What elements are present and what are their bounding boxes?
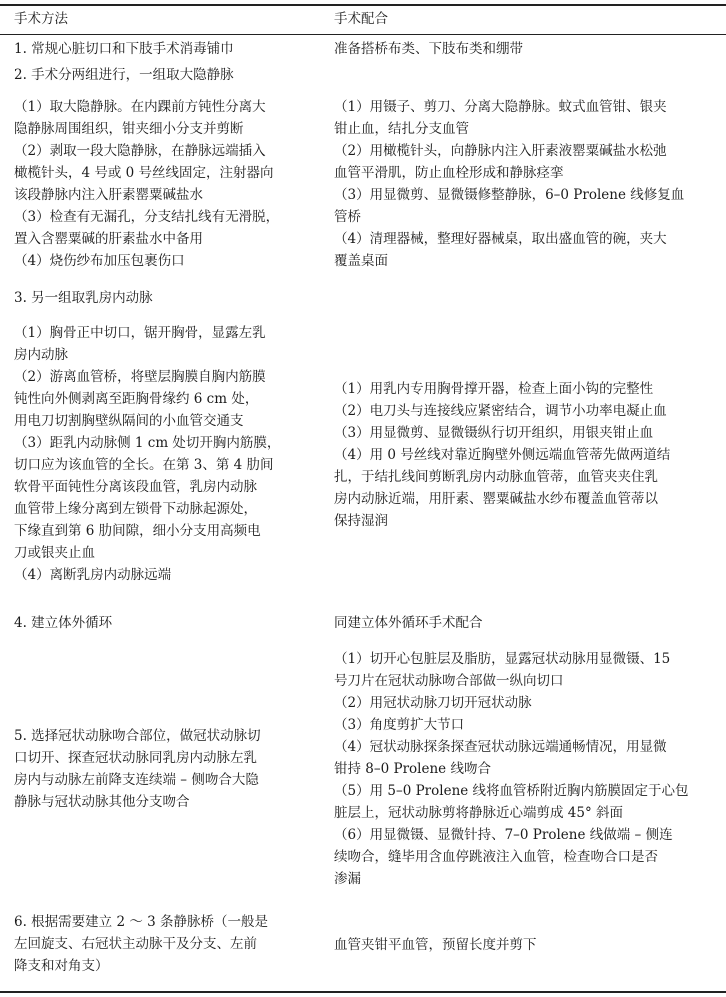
coop-line: （4）清理器械，整理好器械桌，取出盛血管的碗，夹大 <box>334 231 667 247</box>
method-line: 房内与动脉左前降支连续端 – 侧吻合大隐 <box>14 772 259 788</box>
method-line: （4）烧伤纱布加压包裹伤口 <box>14 253 185 269</box>
coop-line: （2）用橄榄针头，向静脉内注入肝素液罂粟碱盐水松弛 <box>334 143 667 159</box>
coop-step-3-details <box>334 378 706 532</box>
method-line: 置入含罂粟碱的肝素盐水中备用 <box>14 231 203 247</box>
method-line: 隐静脉周围组织，钳夹细小分支并剪断 <box>14 121 244 137</box>
method-line: （2）游离血管桥，将壁层胸膜自胸内筋膜 <box>14 369 266 385</box>
header-cooperation: 手术配合 <box>334 11 388 27</box>
coop-line: 准备搭桥布类、下肢布类和绷带 <box>334 41 523 57</box>
method-line: 降支和对角支） <box>14 958 109 974</box>
coop-step-5 <box>334 648 706 890</box>
coop-line: 钳止血，结扎分支血管 <box>334 121 469 137</box>
method-line: 2. 手术分两组进行，一组取大隐静脉 <box>14 67 234 83</box>
coop-line: （4）冠状动脉探条探查冠状动脉远端通畅情况，用显微 <box>334 739 667 755</box>
coop-line: 管桥 <box>334 209 361 225</box>
coop-step-4 <box>334 612 706 634</box>
method-line: （3）距乳内动脉侧 1 cm 处切开胸内筋膜， <box>14 435 281 451</box>
method-step-5 <box>14 725 314 813</box>
method-line: 该段静脉内注入肝素罂粟碱盐水 <box>14 187 203 203</box>
method-line: 软骨平面钝性分离该段血管，乳房内动脉 <box>14 479 257 495</box>
coop-line: 血管夹钳平血管，预留长度并剪下 <box>334 937 537 953</box>
coop-line: 同建立体外循环手术配合 <box>334 615 483 631</box>
method-line: （2）剥取一段大隐静脉，在静脉远端插入 <box>14 143 266 159</box>
method-line: 左回旋支、右冠状主动脉干及分支、左前 <box>14 936 257 952</box>
method-step-1 <box>14 38 314 60</box>
method-line: 静脉与冠状动脉其他分支吻合 <box>14 794 190 810</box>
table-top-rule <box>0 4 726 6</box>
method-step-6 <box>14 911 314 977</box>
method-line: 用电刀切割胸壁纵隔间的小血管交通支 <box>14 413 244 429</box>
method-line: 1. 常规心脏切口和下肢手术消毒铺巾 <box>14 41 234 57</box>
coop-line: （2）电刀头与连接线应紧密结合，调节小功率电凝止血 <box>334 403 667 419</box>
table-bottom-rule <box>0 991 726 993</box>
method-line: 3. 另一组取乳房内动脉 <box>14 290 153 306</box>
method-step-3-details <box>14 322 314 586</box>
coop-line: （5）用 5–0 Prolene 线将血管桥附近胸内筋膜固定于心包 <box>334 783 689 799</box>
method-line: 血管带上缘分离到左锁骨下动脉起源处， <box>14 501 257 517</box>
coop-line: （4）用 0 号丝线对靠近胸壁外侧远端血管蒂先做两道结 <box>334 447 671 463</box>
method-step-2-details <box>14 96 314 272</box>
coop-line: （1）用镊子、剪刀、分离大隐静脉。蚊式血管钳、银夹 <box>334 99 667 115</box>
method-line: 下缘直到第 6 肋间隙，细小分支用高频电 <box>14 523 261 539</box>
method-line: 房内动脉 <box>14 347 68 363</box>
method-step-4 <box>14 612 314 634</box>
coop-line: （1）用乳内专用胸骨撑开器，检查上面小钩的完整性 <box>334 381 654 397</box>
coop-line: 号刀片在冠状动脉吻合部做一纵向切口 <box>334 673 564 689</box>
coop-line: 钳持 8–0 Prolene 线吻合 <box>334 761 491 777</box>
coop-line: 房内动脉近端，用肝素、罂粟碱盐水纱布覆盖血管蒂以 <box>334 491 658 507</box>
method-line: （1）取大隐静脉。在内踝前方钝性分离大 <box>14 99 266 115</box>
coop-line: 脏层上，冠状动脉剪将静脉近心端剪成 45° 斜面 <box>334 805 624 821</box>
coop-step-6 <box>334 934 706 956</box>
coop-line: （2）用冠状动脉刀切开冠状动脉 <box>334 695 532 711</box>
method-line: 橄榄针头，4 号或 0 号丝线固定，注射器向 <box>14 165 274 181</box>
coop-line: （3）角度剪扩大节口 <box>334 717 465 733</box>
method-step-2 <box>14 64 314 86</box>
header-method: 手术方法 <box>14 11 68 27</box>
method-line: 刀或银夹止血 <box>14 545 95 561</box>
method-line: 口切开、探查冠状动脉同乳房内动脉左乳 <box>14 750 257 766</box>
method-line: 4. 建立体外循环 <box>14 615 113 631</box>
coop-step-2-details <box>334 96 706 272</box>
coop-line: 保持湿润 <box>334 513 388 529</box>
coop-line: 血管平滑肌，防止血栓形成和静脉痉挛 <box>334 165 564 181</box>
coop-line: 覆盖桌面 <box>334 253 388 269</box>
coop-line: （6）用显微镊、显微针持、7–0 Prolene 线做端 – 侧连 <box>334 827 673 843</box>
method-line: （3）检查有无漏孔，分支结扎线有无滑脱， <box>14 209 280 225</box>
coop-line: （3）用显微剪、显微镊修整静脉，6–0 Prolene 线修复血 <box>334 187 685 203</box>
method-line: （1）胸骨正中切口，锯开胸骨，显露左乳 <box>14 325 266 341</box>
header-rule <box>0 34 726 35</box>
method-step-3 <box>14 287 314 309</box>
coop-line: 渗漏 <box>334 871 361 887</box>
method-line: 切口应为该血管的全长。在第 3、第 4 肋间 <box>14 457 274 473</box>
method-line: 6. 根据需要建立 2 ～ 3 条静脉桥（一般是 <box>14 914 269 930</box>
coop-line: 扎，于结扎线间剪断乳房内动脉血管蒂，血管夹夹住乳 <box>334 469 658 485</box>
method-line: 5. 选择冠状动脉吻合部位，做冠状动脉切 <box>14 728 261 744</box>
coop-step-1 <box>334 38 706 60</box>
coop-line: （3）用显微剪、显微镊纵行切开组织，用银夹钳止血 <box>334 425 654 441</box>
method-line: 钝性向外侧剥离至距胸骨缘约 6 cm 处， <box>14 391 259 407</box>
coop-line: （1）切开心包脏层及脂肪，显露冠状动脉用显微镊、15 <box>334 651 671 667</box>
method-line: （4）离断乳房内动脉远端 <box>14 567 172 583</box>
coop-line: 续吻合，缝毕用含血停跳液注入血管，检查吻合口是否 <box>334 849 658 865</box>
